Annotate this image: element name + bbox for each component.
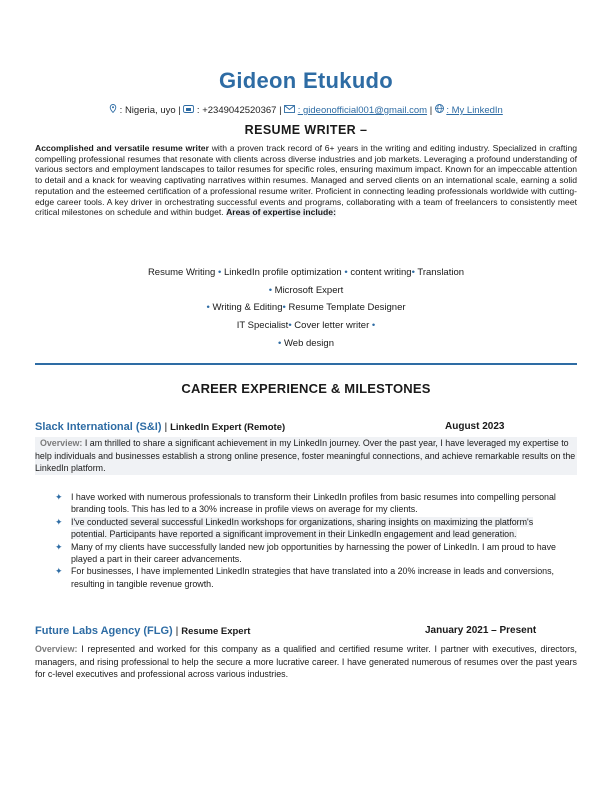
professional-summary [35,143,577,218]
bullet-dot: • [206,302,210,314]
company-name: Slack International (S&I) [35,421,162,433]
star-bullet-icon: ✦ [55,492,63,502]
section-divider [35,363,577,365]
job-date: August 2023 [445,421,505,432]
job-header [35,625,577,639]
location-pin-icon [109,105,120,115]
achievement-list [55,491,567,590]
overview-text: I represented and worked for this company as a qualified and certified resume writer. I partner with executives, directors, managers, and rising professional to help the secure a more lucrative career. I have generated numerous of resumes over the past years for c-level executives and professional across various industries. [35,644,577,679]
skill-item: Translation [417,267,465,278]
skill-item: Web design [283,337,334,349]
bullet-dot: • [217,267,222,278]
overview-text: I am thrilled to share a significant achievement in my LinkedIn journey. Over the past year, I have leveraged my expertise to help individuals and businesses establish a strong online presence, foster meaningful connections, and achieve remarkable results on the LinkedIn platform. [35,438,576,473]
job-title: Resume Expert [181,626,251,637]
skill-item: Resume Template Designer [288,302,406,314]
separator: | [161,421,171,433]
skills-line [0,282,612,300]
separator: | [175,105,184,116]
separator: | [276,105,285,116]
skills-list [0,264,612,353]
list-item [55,491,567,516]
bullet-dot: • [411,267,415,278]
star-bullet-icon: ✦ [55,516,63,527]
skills-line [0,264,612,282]
list-item [55,565,567,590]
skill-item: Cover letter writer [294,320,370,332]
skill-item: Writing & Editing [212,302,283,314]
star-bullet-icon: ✦ [55,566,63,577]
job-date: January 2021 – Present [425,625,537,636]
achievement-text: Many of my clients have successfully landed new job opportunities by harnessing the power of LinkedIn. I am proud to have played a part in their career advancements. [71,541,556,565]
skills-line [0,299,612,317]
bullet-dot: • [282,302,286,314]
achievement-text: I've conducted several successful LinkedIn workshops for organizations, sharing insights on maximizing the platform's potential. Participants have reported a significant improvement in their LinkedIn engagement and lead generation. [71,516,534,540]
list-item [55,541,567,566]
company-name: Future Labs Agency (FLG) [35,625,173,637]
list-item [55,516,567,541]
section-title: CAREER EXPERIENCE & MILESTONES [181,381,431,396]
envelope-icon [284,105,298,115]
achievement-text: For businesses, I have implemented LinkedIn strategies that have translated into a 20% increase in leads and conversions, resulting in tangible revenue growth. [71,566,554,589]
contact-line [0,104,612,116]
bullet-dot: • [278,337,282,349]
bullet-dot: • [268,284,273,296]
summary-lead: Accomplished and versatile resume writer [35,143,209,153]
phone-icon [183,105,197,115]
bullet-dot: • [344,267,348,278]
separator: | [427,105,435,116]
star-bullet-icon: ✦ [55,541,63,552]
job-overview [35,437,577,475]
skill-item: Resume Writing [147,267,216,278]
achievement-text: I have worked with numerous professionals to transform their LinkedIn profiles from basic resumes into compelling personal branding tools. This has led to a 30% increase in profile views on average for my clients. [71,492,556,515]
job-title: LinkedIn Expert (Remote) [170,422,286,433]
job-overview [35,643,577,681]
skills-line [0,317,612,335]
separator: | [172,625,182,637]
phone-text: : +2349042520367 [196,105,277,116]
areas-of-expertise-label: Areas of expertise include: [226,207,336,218]
job-header [35,421,577,435]
overview-label: Overview: [35,644,78,654]
skill-item: Microsoft Expert [274,284,344,296]
skill-item: content writing [350,267,412,278]
email-link[interactable]: : gideonofficial001@gmail.com [297,105,428,116]
linkedin-link[interactable]: : My LinkedIn [446,105,503,116]
candidate-name: Gideon Etukudo [218,68,394,93]
role-title: RESUME WRITER – [244,123,368,137]
skill-item: LinkedIn profile optimization [223,267,342,278]
skill-item: IT Specialist [236,320,289,332]
bullet-dot: • [288,320,292,332]
skills-line [0,335,612,353]
globe-icon [435,105,447,115]
overview-label: Overview: [39,438,83,448]
bullet-dot: • [371,320,376,332]
location-text: : Nigeria, uyo [119,105,176,116]
summary-body: with a proven track record of 6+ years in the writing and editing industry. Specialized in crafting compelling professional resumes that resonate with clients across diverse industries and job markets. Leveraging a profound understanding of various sectors and employment landscapes to tailor resumes for specific roles, ensuring maximum impact. Known for an impeccable attention to detail and a knack for weaving captivating narratives within resumes. Managed and served clients on an international scale, earning a solid reputation and the esteemed certification of a professional resume writer. Proficient in connecting leading professionals worldwide with cutting-edge career tools. A key driver in orchestrating successful events and programs, collaborating with a team of freelancers to consistently meet critical milestones on schedule and within budget. [35,143,578,218]
